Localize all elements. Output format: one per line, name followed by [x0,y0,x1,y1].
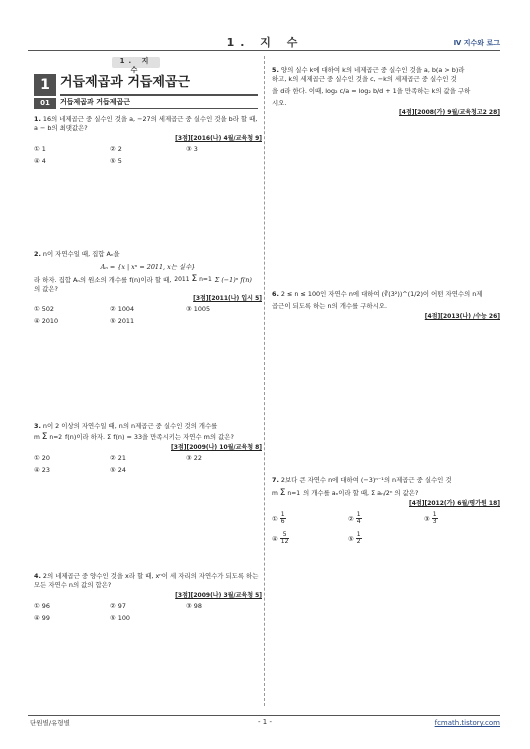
choice-mark: ③ [424,514,430,523]
choice-5[interactable] [348,532,424,546]
numerator: 1 [280,511,285,519]
choice-5[interactable]: ⑤ 2011 [110,317,135,326]
footer-divider [28,715,500,716]
choice-2[interactable] [348,512,424,526]
numerator: 5 [280,532,290,539]
choice-fraction [356,532,362,546]
question-number: 1. [34,115,41,123]
sum-upper: m [34,433,40,441]
sigma-icon: Σ [191,274,198,285]
question-number: 6. [272,290,279,298]
unit-label: Ⅳ 지수와 로그 [453,39,500,47]
choice-fraction [280,512,286,526]
summand: Σ (−1)ⁿ f(n) [214,275,252,284]
choice-1[interactable]: ① 20 [34,454,50,463]
choice-mark: ① [272,514,278,523]
summation-limits [272,489,300,498]
denominator: 3 [432,518,437,526]
choice-5[interactable]: ⑤ 100 [110,614,130,623]
page-title: 1. 지 수 [226,36,304,49]
choice-1[interactable] [272,512,348,526]
summation-limits [174,275,211,284]
choice-4[interactable]: ④ 99 [34,614,50,623]
choice-mark: ④ [272,534,278,543]
page-number: - 1 - [258,718,272,726]
footer-category: 단원별/유형별 [30,719,70,727]
question-text: f(n)이라 하자. Σ f(n) = 33을 만족시키는 자연수 m의 값은? [65,433,234,442]
choice-2[interactable]: ② 97 [110,602,126,611]
choice-4[interactable]: ④ 2010 [34,317,59,326]
denominator: 12 [280,538,289,546]
choice-1[interactable]: ① 1 [34,145,46,154]
column-divider [264,56,265,706]
choice-4[interactable] [272,532,348,546]
question-number: 5. [272,66,279,74]
chapter-title: 거듭제곱과 거듭제곱근 [60,74,258,96]
sigma-icon: Σ [41,431,48,442]
choice-fraction [280,532,290,546]
question-7 [272,476,500,545]
question-6 [272,290,500,321]
question-source: [4점][2008(가) 9월/교육청고2 28] [399,108,500,116]
question-number: 3. [34,422,41,430]
question-number: 2. [34,250,41,258]
question-text: n이 자연수일 때, 집합 Aₙ을 [42,250,120,258]
answer-choices [34,145,262,165]
choice-mark: ② [348,514,354,523]
choice-3[interactable]: ③ 22 [186,454,202,463]
sigma-icon: Σ [279,487,286,498]
answer-choices [34,305,262,325]
question-source: [3점][2011(나) 입시 5] [193,295,262,303]
question-2 [34,250,262,326]
denominator: 2 [356,538,361,546]
section-banner: 1. 지 수 [112,57,160,68]
question-text: 시오. [272,98,287,107]
numerator: 1 [432,511,437,519]
sum-upper: 2011 [174,276,190,284]
question-text: 2 ≤ n ≤ 100인 자연수 n에 대하여 (∛(3²))^(1/2)이 어떤 자연수의 n제 [280,290,483,298]
answer-choices [34,454,262,474]
question-text: 2보다 큰 자연수 n에 대하여 (−3)ⁿ⁻¹의 n제곱근 중 실수인 것 [280,476,452,484]
sum-lower: n=1 [199,276,212,284]
question-text: 하고, k의 세제곱근 중 실수인 것을 c, −k의 세제곱근 중 실수인 것 [272,74,457,83]
choice-3[interactable]: ③ 1005 [186,305,211,314]
sum-lower: n=1 [287,489,301,497]
question-text: 라 하자. 집합 Aₙ의 원소의 개수를 f(n)이라 할 때, [34,275,172,284]
answer-choices [272,512,500,545]
choice-mark: ⑤ [348,534,354,543]
question-number: 4. [34,572,41,580]
chapter-number: 1 [34,74,56,96]
denominator: 4 [356,518,361,526]
question-text: 16의 네제곱근 중 실수인 것을 a, −27의 세제곱근 중 실수인 것을 b라 할 때, a − b의 최댓값은? [34,115,258,132]
question-1 [34,115,262,166]
subsection-number: 01 [34,98,56,109]
choice-1[interactable]: ① 502 [34,305,54,314]
choice-2[interactable]: ② 1004 [110,305,135,314]
question-source: [3점][2009(나) 10월/교육청 8] [171,444,262,452]
choice-fraction [356,512,362,526]
question-text: 을 d라 한다. 이때, log₂ c/a = log₂ b/d + 1을 만족하는 k의 값을 구하 [272,87,471,96]
choice-3[interactable] [424,512,500,526]
sum-lower: n=2 [49,433,63,441]
choice-3[interactable]: ③ 3 [186,145,198,154]
question-text: n이 2 이상의 자연수일 때, n의 n제곱근 중 실수인 것의 개수를 [42,422,218,430]
choice-fraction [432,512,438,526]
numerator: 1 [356,530,361,538]
choice-4[interactable]: ④ 23 [34,465,50,474]
numerator: 1 [356,511,361,519]
question-5 [272,66,500,117]
set-definition: Aₙ = {x | xⁿ = 2011, x는 실수} [100,262,196,271]
site-link[interactable]: fcmath.tistory.com [434,719,500,727]
question-3 [34,422,262,474]
choice-2[interactable]: ② 2 [110,145,122,154]
summation-limits [34,433,62,442]
choice-2[interactable]: ② 21 [110,454,126,463]
answer-choices [34,602,262,622]
question-text: 의 개수를 aₙ이라 할 때, Σ aₙ/2ⁿ 의 값은? [303,489,419,498]
question-source: [4점][2012(가) 6월/평가원 18] [409,500,500,508]
choice-3[interactable]: ③ 98 [186,602,202,611]
choice-1[interactable]: ① 96 [34,602,50,611]
question-text: 2의 네제곱근 중 양수인 것을 x라 할 때, xⁿ이 세 자리의 자연수가 되도록 하는 모든 자연수 n의 값의 합은? [34,572,259,589]
question-text: 곱근이 되도록 하는 n의 개수를 구하시오. [272,301,388,310]
question-number: 7. [272,476,279,484]
choice-5[interactable]: ⑤ 5 [110,157,122,166]
question-4 [34,572,262,623]
question-source: [3점][2009(나) 3월/교육청 5] [175,592,262,600]
question-source: [3점][2016(나) 4월/교육청 9] [175,135,262,143]
question-source: [4점][2013(나) /수능 26] [424,313,500,321]
question-text: 의 값은? [34,284,58,293]
choice-5[interactable]: ⑤ 24 [110,465,126,474]
denominator: 6 [280,518,285,526]
choice-4[interactable]: ④ 4 [34,157,46,166]
sum-upper: m [272,489,278,497]
header-divider [28,50,500,51]
question-text: 양의 실수 k에 대하여 k의 네제곱근 중 실수인 것을 a, b(a > b)라 [280,66,465,74]
subsection-title: 거듭제곱과 거듭제곱근 [60,97,258,109]
